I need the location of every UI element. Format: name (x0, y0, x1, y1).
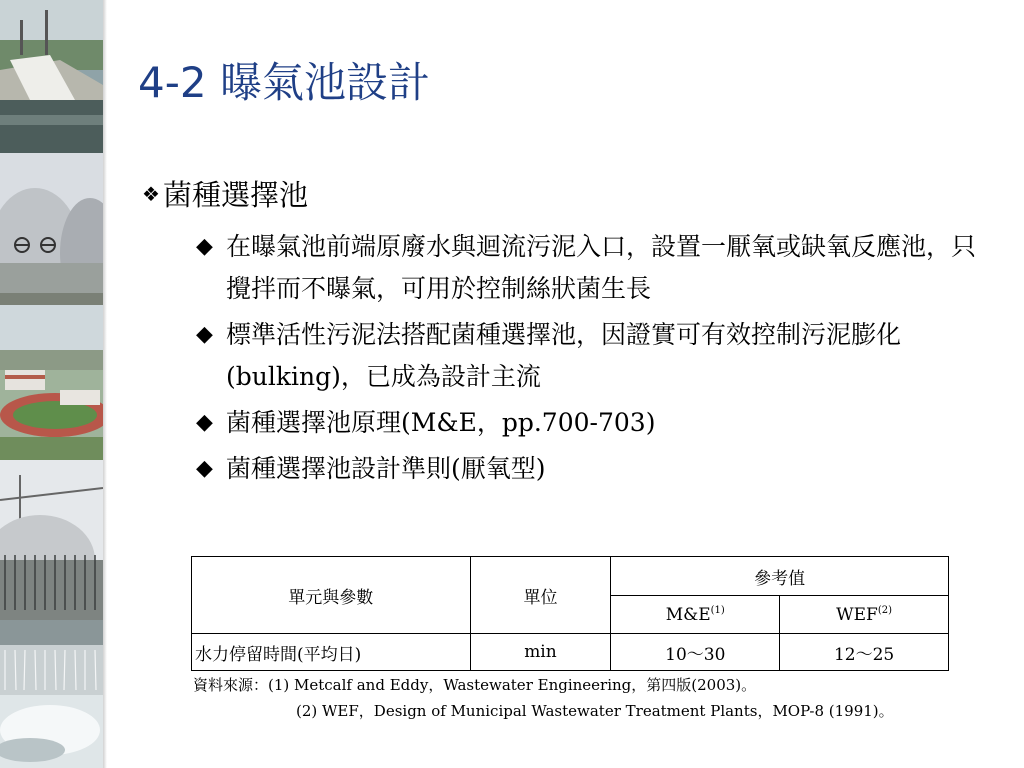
diamond-bullet-icon: ◆ (196, 456, 213, 481)
diamond-bullet-icon: ◆ (196, 410, 213, 435)
footnote-mark-2: (2) (877, 604, 893, 616)
cell-wef: 12～25 (780, 634, 949, 671)
table-row (192, 634, 949, 671)
bullet-item (196, 314, 986, 398)
photo-strip (0, 0, 103, 768)
bullet-item (196, 448, 986, 490)
bullet-text: 在曝氣池前端原廢水與迴流污泥入口，設置一厭氧或缺氧反應池，只攪拌而不曝氣，可用於控制絲狀菌生長 (226, 232, 977, 303)
header-unit: 單位 (470, 557, 611, 634)
construction-site-photo (0, 460, 103, 620)
dam-spillway-photo (0, 0, 103, 153)
source-line-1: 資料來源：(1) Metcalf and Eddy，Wastewater Engineering，第四版(2003)。 (193, 676, 757, 694)
diamond-bullet-icon: ◆ (196, 322, 213, 347)
domed-building-photo (0, 153, 103, 305)
source-line-2: (2) WEF，Design of Municipal Wastewater Treatment Plants，MOP-8 (1991)。 (296, 702, 894, 720)
footnote-mark-1: (1) (710, 604, 725, 616)
strip-divider (103, 0, 107, 768)
header-me-label: M&E (665, 604, 711, 625)
header-wef (780, 596, 949, 634)
bullet-item (196, 402, 986, 444)
bullet-list (196, 226, 986, 494)
slide-title: 4-2 曝氣池設計 (138, 58, 430, 107)
bullet-item (196, 226, 986, 310)
cell-unit: min (470, 634, 611, 671)
sports-field-aerial-photo (0, 305, 103, 460)
bullet-text: 菌種選擇池設計準則(厭氧型) (226, 454, 546, 483)
header-param: 單元與參數 (192, 557, 471, 634)
section-heading (142, 172, 308, 217)
header-me (611, 596, 780, 634)
table-header-row (192, 557, 949, 596)
cell-me: 10～30 (611, 634, 780, 671)
cell-param: 水力停留時間(平均日) (192, 634, 471, 671)
header-reference-values: 參考值 (611, 557, 949, 596)
bullet-text: 菌種選擇池原理(M&E，pp.700-703) (226, 408, 656, 437)
section-heading-text: 菌種選擇池 (162, 178, 308, 212)
diamond-cross-bullet-icon: ❖ (142, 182, 160, 206)
diamond-bullet-icon: ◆ (196, 234, 213, 259)
water-channel-photo (0, 620, 103, 768)
bullet-text: 標準活性污泥法搭配菌種選擇池，因證實可有效控制污泥膨化(bulking)，已成為設計主流 (226, 320, 902, 391)
design-criteria-table (191, 556, 949, 671)
header-wef-label: WEF (836, 604, 878, 625)
